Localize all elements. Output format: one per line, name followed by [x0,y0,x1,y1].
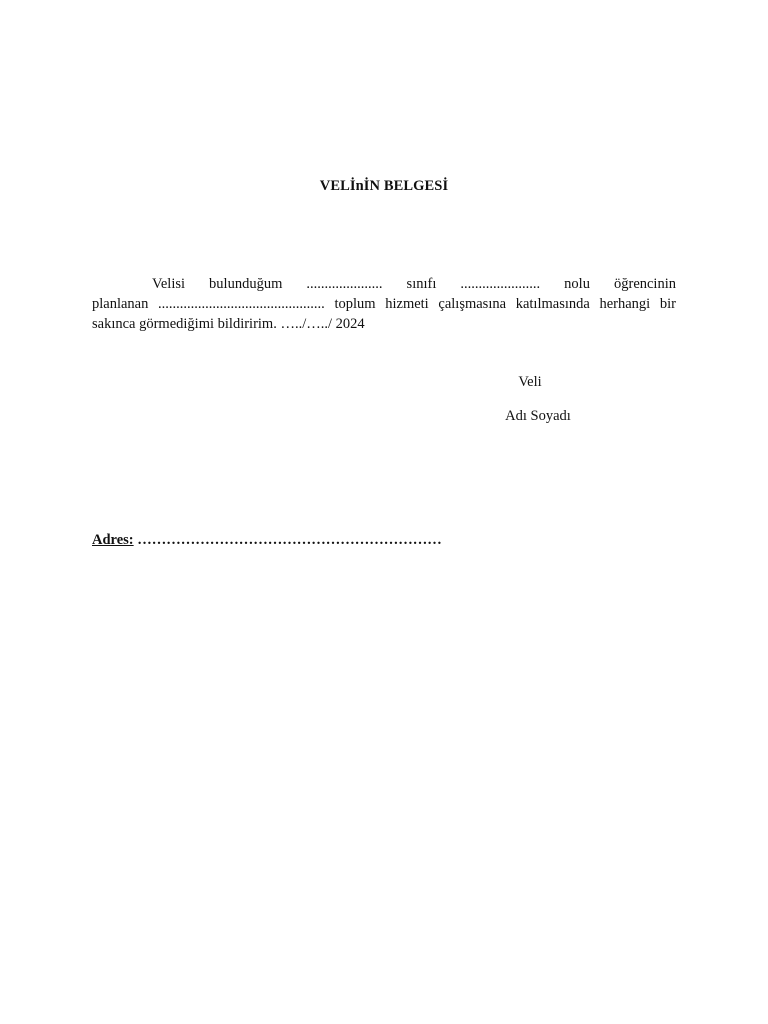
signature-role: Veli [518,374,542,390]
signature-name-label: Adı Soyadı [505,408,571,424]
address-line [92,532,442,549]
document-title: VELİnİN BELGESİ [319,178,449,194]
paragraph-line-2: planlanan .............................................. toplum hizmeti çalışmasına katılmasında herhangi bir [92,296,676,312]
address-value: ……………………………………………………… [137,532,442,548]
paragraph-line-3: sakınca görmediğimi bildiririm. …../…../ 2024 [92,316,365,332]
consent-paragraph [92,274,676,334]
address-label: Adres: [92,532,134,548]
paragraph-line-1: Velisi bulunduğum ..................... sınıfı ...................... nolu öğrencinin [152,276,676,292]
